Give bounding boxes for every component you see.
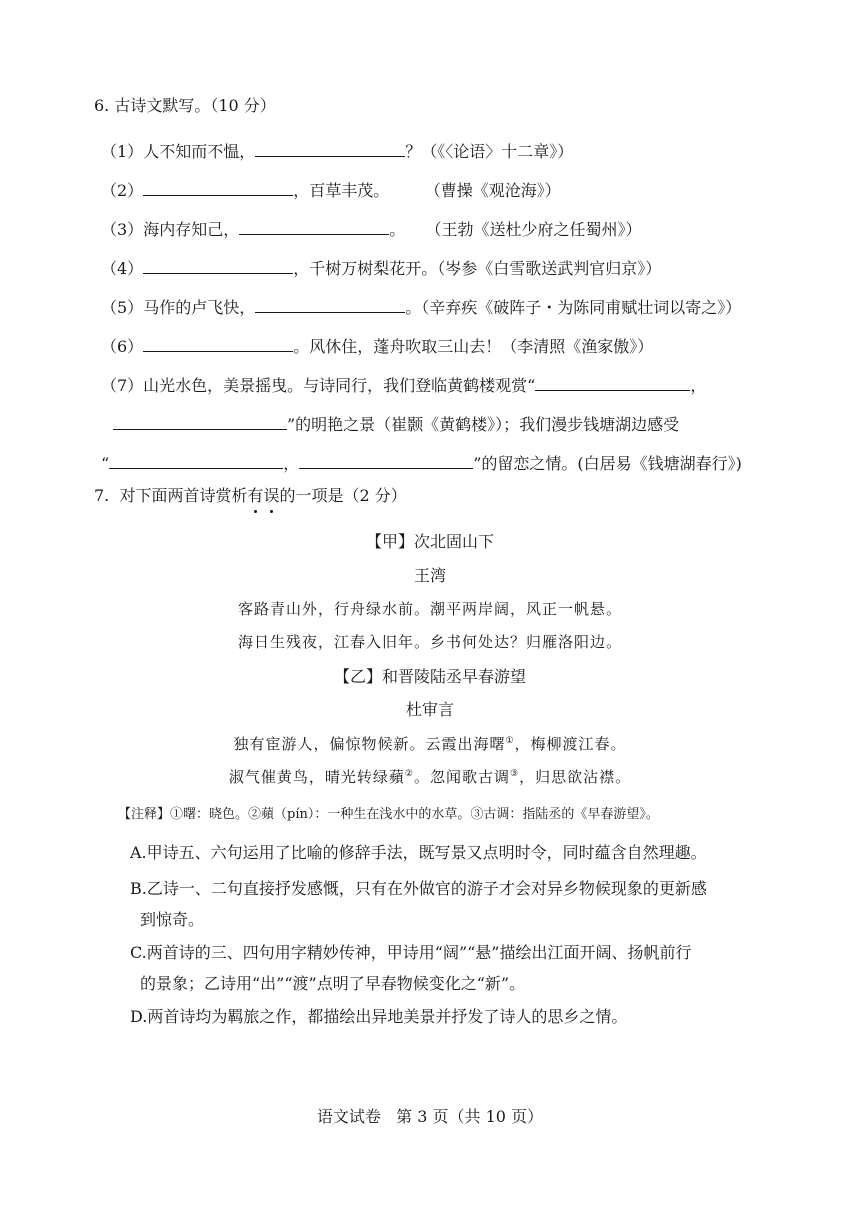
poem-2-author: 杜审言 bbox=[405, 700, 454, 719]
poem-1-author: 王湾 bbox=[413, 566, 446, 585]
option-a[interactable]: A.甲诗五、六句运用了比喻的修辞手法，既写景又点明时令，同时蕴含自然理趣。 bbox=[130, 843, 707, 862]
answer-blank[interactable] bbox=[239, 220, 389, 235]
emphasis-dot-char: 有 bbox=[247, 486, 264, 505]
q6-item-7-line-2: ”的明艳之景（崔颢《黄鹤楼》）；我们漫步钱塘湖边感受 bbox=[113, 415, 679, 435]
poem-1-line-1: 客路青山外，行舟绿水前。潮平两岸阔，风正一帆悬。 bbox=[237, 600, 622, 618]
footnote-marker: ③ bbox=[510, 769, 520, 779]
q6-item-6: （6） 。风休住，蓬舟吹取三山去！（李清照《渔家傲》） bbox=[101, 337, 654, 356]
emphasis-dot-char: 误 bbox=[263, 486, 280, 505]
answer-blank[interactable] bbox=[255, 142, 405, 157]
poem-notes: 【注释】①曙：晓色。②蘋（pín）：一种生在浅水中的水草。③古调：指陆丞的《早春游望》。 bbox=[118, 807, 659, 822]
footnote-marker: ① bbox=[505, 736, 515, 746]
poem-2-line-2: 淑气催黄鸟，晴光转绿蘋②。忽闻歌古调③，归思欲沾襟。 bbox=[228, 768, 632, 786]
option-c-cont[interactable]: 的景象；乙诗用“出”“渡”点明了早春物候变化之“新”。 bbox=[140, 974, 526, 993]
q6-item-2: （2） ，百草丰茂。 （曹操《观沧海》） bbox=[101, 181, 561, 200]
poem-1-line-2: 海日生残夜，江春入旧年。乡书何处达？归雁洛阳边。 bbox=[237, 633, 622, 651]
q6-item-1: （1）人不知而不愠， ？（《〈论语〉十二章》） bbox=[101, 142, 574, 161]
q7-title: 7. 对下面两首诗赏析有误的一项是（2 分） bbox=[94, 486, 407, 505]
q6-item-3: （3）海内存知己， 。 （王勃《送杜少府之任蜀州》） bbox=[101, 220, 642, 239]
q6-title: 6. 古诗文默写。（10 分） bbox=[94, 96, 276, 115]
option-d[interactable]: D.两首诗均为羁旅之作，都描绘出异地美景并抒发了诗人的思乡之情。 bbox=[130, 1007, 628, 1026]
q6-item-5: （5）马作的卢飞快， 。（辛弃疾《破阵子・为陈同甫赋壮词以寄之》） bbox=[101, 298, 742, 317]
page-footer: 语文试卷 第 3 页（共 10 页） bbox=[316, 1107, 544, 1126]
answer-blank[interactable] bbox=[535, 376, 690, 391]
answer-blank[interactable] bbox=[255, 298, 405, 313]
option-b[interactable]: B.乙诗一、二句直接抒发感慨，只有在外做官的游子才会对异乡物候现象的更新感 bbox=[130, 879, 707, 898]
poem-2-line-1: 独有宦游人，偏惊物候新。云霞出海曙①，梅柳渡江春。 bbox=[233, 735, 627, 753]
poem-1-title: 【甲】次北固山下 bbox=[365, 532, 494, 551]
q6-item-7-line-1: （7）山光水色，美景摇曳。与诗同行，我们登临黄鹤楼观赏“ ， bbox=[101, 376, 707, 395]
answer-blank[interactable] bbox=[143, 181, 293, 196]
poem-2-title: 【乙】和晋陵陆丞早春游望 bbox=[333, 667, 526, 686]
q6-item-7-line-3: “ ， ”的留恋之情。(白居易《钱塘湖春行》) bbox=[101, 454, 742, 473]
answer-blank[interactable] bbox=[113, 415, 287, 430]
footnote-marker: ② bbox=[404, 769, 414, 779]
q6-item-4: （4） ，千树万树梨花开。（岑参《白雪歌送武判官归京》） bbox=[101, 259, 662, 278]
option-c[interactable]: C.两首诗的三、四句用字精妙传神，甲诗用“阔”“悬”描绘出江面开阔、扬帆前行 bbox=[130, 943, 692, 962]
answer-blank[interactable] bbox=[143, 337, 293, 352]
answer-blank[interactable] bbox=[299, 454, 473, 469]
answer-blank[interactable] bbox=[109, 454, 283, 469]
option-b-cont[interactable]: 到惊奇。 bbox=[140, 910, 205, 929]
answer-blank[interactable] bbox=[143, 259, 293, 274]
